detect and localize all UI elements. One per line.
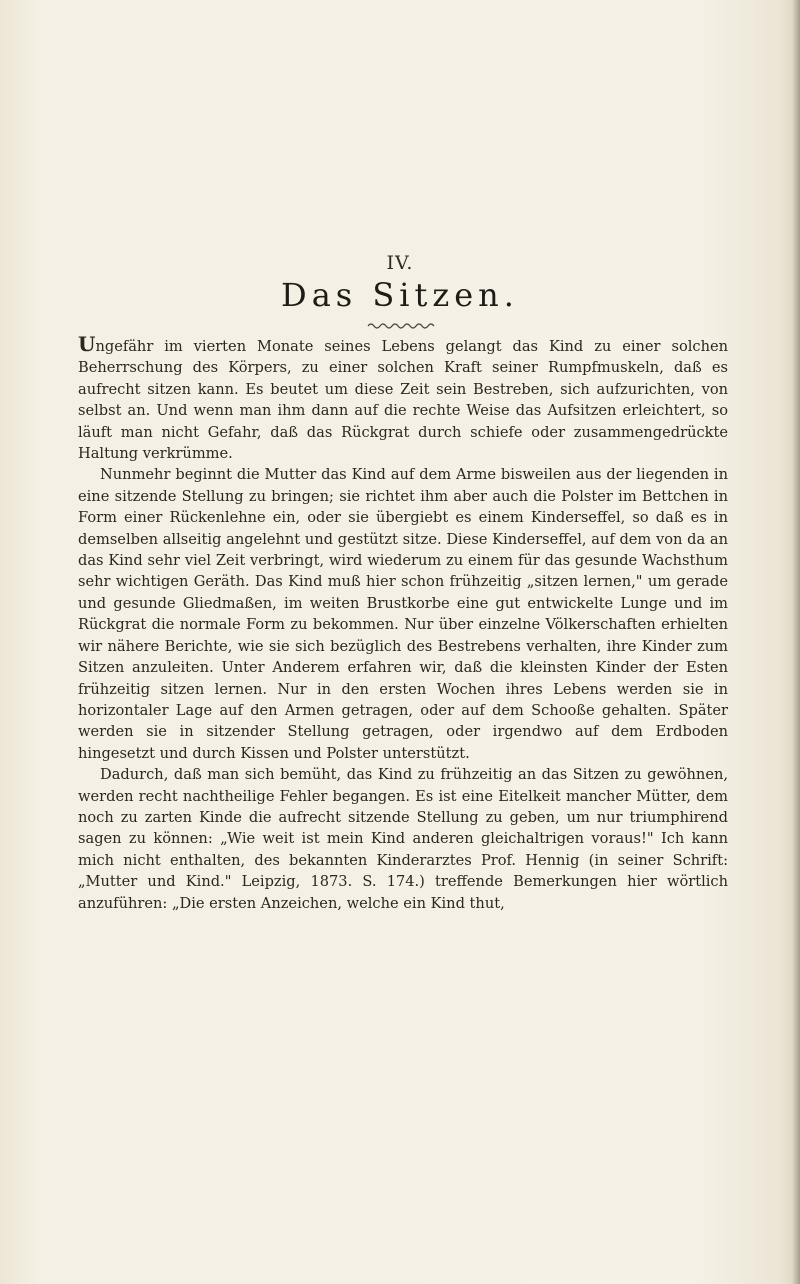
- paragraph: Dadurch, daß man sich bemüht, das Kind zu frühzeitig an das Sitzen zu gewöhnen, werden recht nachtheilige Fehler begangen. Es ist eine Eitelkeit mancher Mütter, dem noch zu zarten Kinde die aufrecht sitzende Stellung zu geben, um nur triumphirend sagen zu können: „Wie weit ist mein Kind anderen gleichaltrigen voraus!" Ich kann mich nicht enthalten, des bekannten Kinderarztes Prof. Hennig (in seiner Schrift: „Mutter und Kind." Leipzig, 1873. S. 174.) treffende Bemerkungen hier wörtlich anzuführen: „Die ersten Anzeichen, welche ein Kind thut,: [78, 766, 728, 912]
- chapter-number: IV.: [386, 252, 414, 274]
- wave-ornament-icon: [367, 322, 435, 330]
- chapter-title: Das Sitzen.: [281, 276, 519, 314]
- initial-letter: U: [78, 332, 96, 356]
- page-shadow-edge: [792, 0, 800, 1284]
- paragraph: Nunmehr beginnt die Mutter das Kind auf dem Arme bisweilen aus der liegenden in eine sitzende Stellung zu bringen; sie richtet ihm aber auch die Polster im Bettchen in Form einer Rückenlehne ein, oder sie übergiebt es einem Kinderseffel, so daß es in demselben allseitig angelehnt und gestützt sitze. Diese Kinderseffel, auf dem von da an das Kind sehr viel Zeit verbringt, wird wiederum zu einem für das gesunde Wachsthum sehr wichtigen Geräth. Das Kind muß hier schon frühzeitig „sitzen lernen," um gerade und gesunde Gliedmaßen, im weiten Brustkorbe eine gut entwickelte Lunge und im Rückgrat die normale Form zu bekommen. Nur über einzelne Völkerschaften erhielten wir nähere Berichte, wie sie sich bezüglich des Bestrebens verhalten, ihre Kinder zum Sitzen anzuleiten. Unter Anderem erfahren wir, daß die kleinsten Kinder der Esten frühzeitig sitzen lernen. Nur in den ersten Wochen ihres Lebens werden sie in horizontaler Lage auf den Armen getragen, oder auf dem Schooße gehalten. Später werden sie in sitzender Stellung getragen, oder irgendwo auf dem Erdboden hingesetzt und durch Kissen und Polster unterstützt.: [78, 466, 728, 762]
- paragraph-text: ngefähr im vierten Monate seines Lebens gelangt das Kind zu einer solchen Beherrschung des Körpers, zu einer solchen Kraft seiner Rumpfmuskeln, daß es aufrecht sitzen kann. Es beutet um diese Zeit sein Bestreben, sich aufzurichten, von selbst an. Und wenn man ihm dann auf die rechte Weise das Aufsitzen erleichtert, so läuft man nicht Gefahr, daß das Rückgrat durch schiefe oder zusammengedrückte Haltung verkrümme.: [78, 338, 728, 463]
- body-text: [78, 332, 728, 914]
- paragraph: [78, 332, 728, 464]
